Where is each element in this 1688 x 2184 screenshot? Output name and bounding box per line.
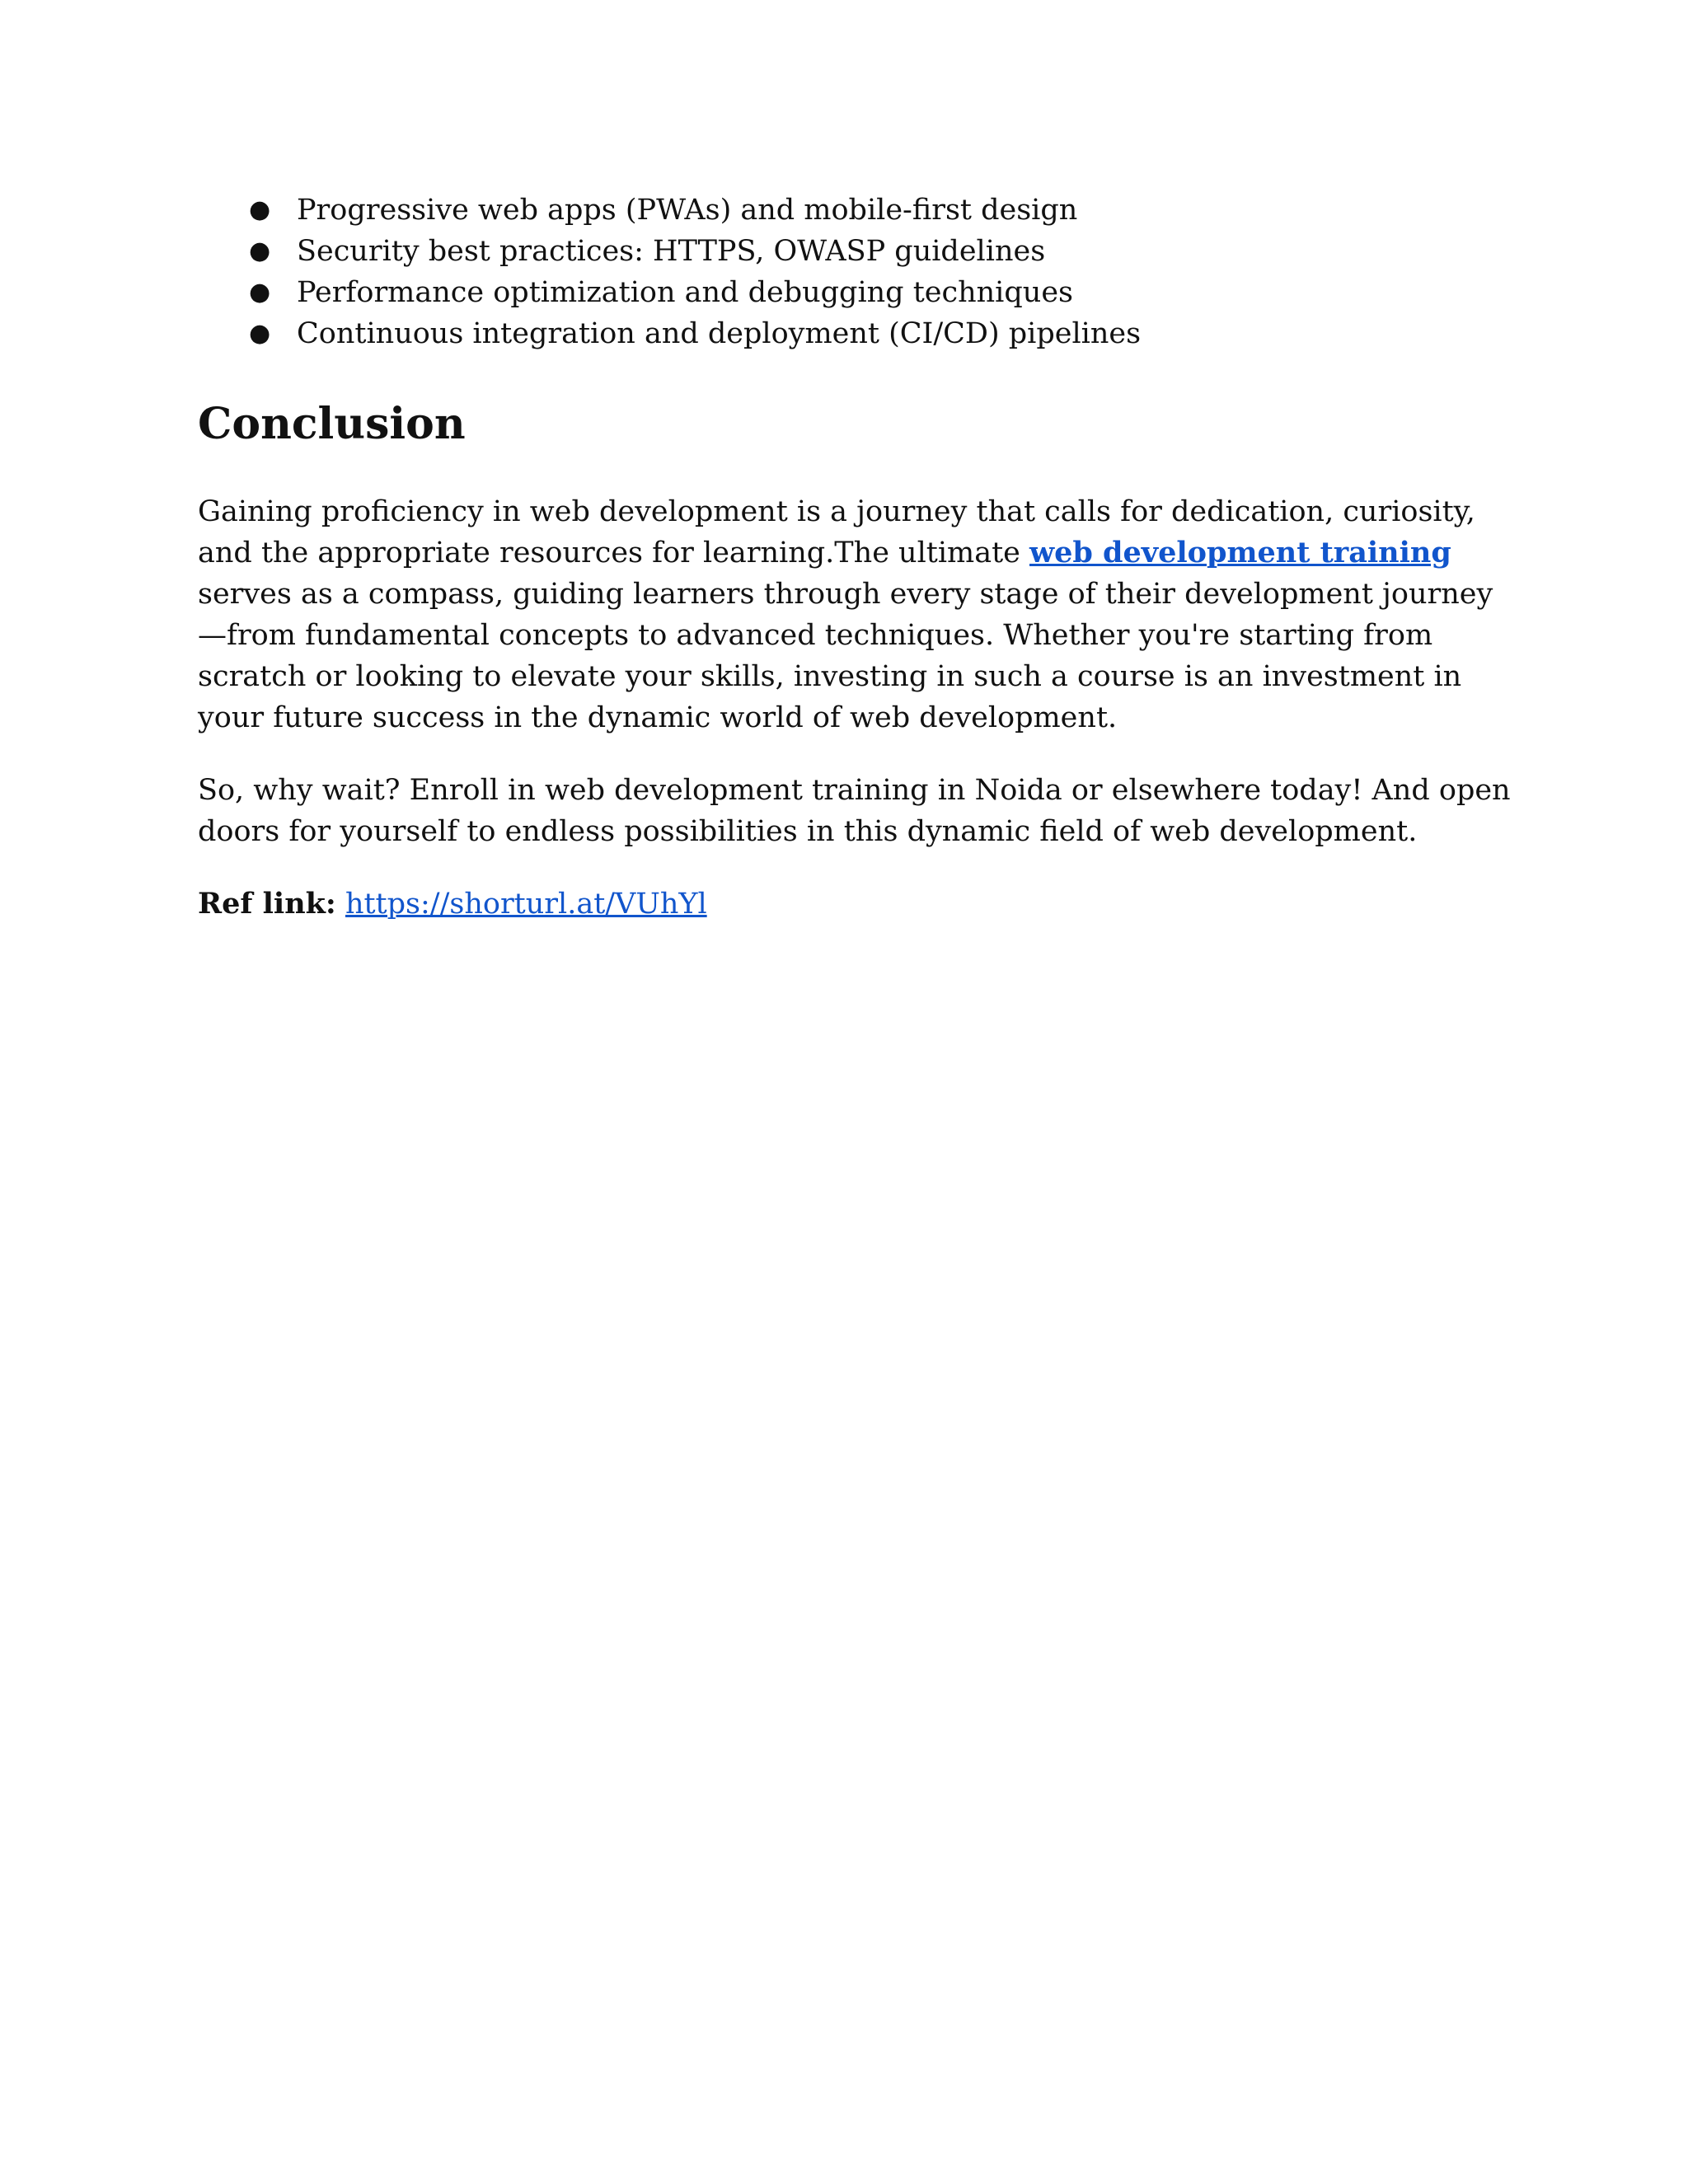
conclusion-paragraph	[198, 491, 1517, 738]
list-item	[198, 272, 1517, 313]
list-item-text: Progressive web apps (PWAs) and mobile-first design	[297, 194, 1078, 227]
document-page	[198, 190, 1517, 925]
bullet-icon: ●	[249, 195, 271, 224]
bullet-icon: ●	[249, 237, 271, 265]
ref-url-link[interactable]: https://shorturl.at/VUhYl	[345, 888, 707, 921]
call-to-action-paragraph: So, why wait? Enroll in web development training in Noida or elsewhere today! And open doors for yourself to endless possibilities in this dynamic field of web development.	[198, 774, 1511, 848]
web-development-training-link[interactable]: web development training	[1029, 536, 1451, 569]
list-item	[198, 190, 1517, 231]
ref-link-label: Ref link:	[198, 887, 336, 921]
bullet-list	[198, 190, 1517, 354]
list-item-text: Performance optimization and debugging techniques	[297, 276, 1073, 309]
list-item-text: Security best practices: HTTPS, OWASP guidelines	[297, 235, 1046, 268]
list-item	[198, 313, 1517, 354]
bullet-icon: ●	[249, 319, 271, 348]
paragraph-text: Gaining proficiency in web development is a journey that calls for dedication, curiosity, and the appropriate resources for learning.The ultimate	[198, 495, 1475, 569]
list-item-text: Continuous integration and deployment (CI/CD) pipelines	[297, 317, 1142, 350]
list-item	[198, 231, 1517, 272]
ref-link-line	[198, 883, 1517, 925]
paragraph-text: serves as a compass, guiding learners through every stage of their development journey—from fundamental concepts to advanced techniques. Whether you're starting from scratch or looking to elevate your skills, investing in such a course is an investment in your future success in the dynamic world of web development.	[198, 578, 1493, 734]
conclusion-heading: Conclusion	[198, 399, 466, 449]
bullet-icon: ●	[249, 278, 271, 307]
